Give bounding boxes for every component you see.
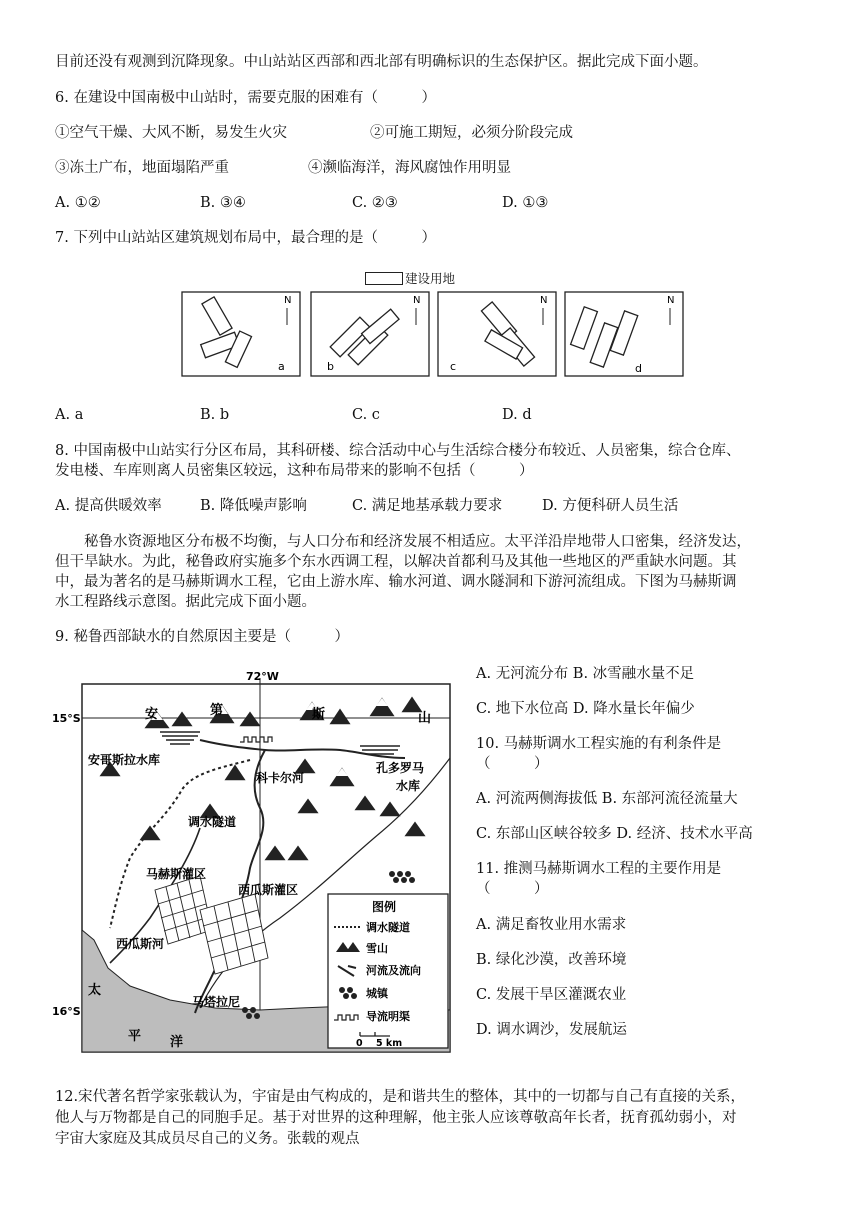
map-label-reservoir-e2: 水库 [396,779,421,793]
q7-panel-b [311,292,429,376]
q7-option-c[interactable]: C. c [352,407,380,423]
q10-stem: 10. 马赫斯调水工程实施的有利条件是 [476,736,722,752]
q12-line3: 宇宙大家庭及其成员尽自己的义务。张载的观点 [55,1131,360,1147]
q6-option-c[interactable]: C. ②③ [352,195,398,211]
q7-panel-c [438,292,556,376]
q7-north-c: N [540,295,548,306]
q7-option-d[interactable]: D. d [502,407,532,423]
q8-option-c[interactable]: C. 满足地基承载力要求 [352,498,503,514]
q7-panel-label-c: c [450,360,457,373]
q7-panel-a [182,292,300,376]
map-label-tunnel: 调水隧道 [188,815,237,829]
q7-panel-d [565,292,683,376]
q7-option-a[interactable]: A. a [55,407,84,423]
q10-option-cd[interactable]: C. 东部山区峡谷较多 D. 经济、技术水平高 [476,826,753,842]
map-label-matarani: 马塔拉尼 [192,995,241,1009]
q11-option-b[interactable]: B. 绿化沙漠，改善环境 [476,952,627,968]
q7-panel-label-d: d [635,362,642,375]
map-legend-town: 城镇 [366,987,388,1000]
q8-stem-line1: 8. 中国南极中山站实行分区布局，其科研楼、综合活动中心与生活综合楼分布较近、人员密集，综合仓库、 [55,443,741,459]
map-ocean-2: 平 [128,1029,142,1044]
q9-stem: 9. 秘鲁西部缺水的自然原因主要是（ ） [55,629,349,645]
passage2-line1: 秘鲁水资源地区分布极不均衡，与人口分布和经济发展不相适应。太平洋沿岸地带人口密集，经济发达， [55,534,751,550]
map-label-siguas-irr: 西瓜斯灌区 [238,883,299,897]
map-ocean-3: 洋 [170,1035,184,1050]
map-legend-tunnel: 调水隧道 [366,921,410,934]
q6-statement-3: ③冻土广布，地面塌陷严重 [55,160,229,176]
map-label-reservoir-e1: 孔多罗马 [376,761,425,775]
majes-map [50,668,462,1060]
q12-line2: 他人与万物都是自己的同胞手足。基于对世界的这种理解，他主张人应该尊敬高年长者，抚育孤幼弱小，对 [55,1110,737,1126]
q7-north-b: N [413,295,421,306]
map-legend-river: 河流及流向 [366,964,421,977]
q9-option-ab[interactable]: A. 无河流分布 B. 冰雪融水量不足 [476,666,695,682]
map-lat-top: 15°S [52,712,81,725]
q7-legend-label: 建设用地 [405,271,456,286]
map-scale-0: 0 [356,1038,363,1049]
passage2-line3: 中，最为著名的是马赫斯调水工程，它由上游水库、输水河道、调水隧洞和下游河流组成。下图为马赫斯调 [55,574,737,590]
map-lat-bottom: 16°S [52,1005,81,1018]
map-legend-snow: 雪山 [366,942,388,955]
q10-answer-paren: （ ） [476,756,549,772]
map-legend [328,894,448,1049]
q7-north-a: N [284,295,292,306]
q11-option-c[interactable]: C. 发展干旱区灌溉农业 [476,987,627,1003]
q6-option-d[interactable]: D. ①③ [502,195,549,211]
q8-option-d[interactable]: D. 方便科研人员生活 [542,498,679,514]
map-label-kokar: 科卡尔河 [256,771,305,785]
q7-option-b[interactable]: B. b [200,407,230,423]
map-legend-channel: 导流明渠 [366,1010,410,1023]
map-label-siguas-river: 西瓜斯河 [116,937,165,951]
map-andes-3: 斯 [312,707,326,722]
q7-legend-swatch [365,272,403,285]
map-label-majes: 马赫斯灌区 [146,867,207,881]
q9-option-cd[interactable]: C. 地下水位高 D. 降水量长年偏少 [476,701,695,717]
q6-option-a[interactable]: A. ①② [55,195,101,211]
q6-stem: 6. 在建设中国南极中山站时，需要克服的困难有（ ） [55,90,436,106]
map-ocean-1: 太 [88,983,102,998]
passage2-line2: 但干旱缺水。为此，秘鲁政府实施多个东水西调工程，以解决首都利马及其他一些地区的严重缺水问题。其 [55,554,737,570]
q8-option-b[interactable]: B. 降低噪声影响 [200,498,307,514]
passage2-line4: 水工程路线示意图。据此完成下面小题。 [55,594,316,610]
map-andes-2: 第 [210,703,224,718]
map-andes-4: 山 [418,711,432,726]
q6-statement-1: ①空气干燥、大风不断，易发生火灾 [55,125,287,141]
q10-option-ab[interactable]: A. 河流两侧海拔低 B. 东部河流径流量大 [476,791,738,807]
q11-answer-paren: （ ） [476,881,549,897]
q12-line1: 12.宋代著名哲学家张载认为，宇宙是由气构成的，是和谐共生的整体，其中的一切都与自己有直接的关系， [55,1089,746,1105]
q11-stem: 11. 推测马赫斯调水工程的主要作用是 [476,861,722,877]
q7-stem: 7. 下列中山站站区建筑规划布局中，最合理的是（ ） [55,230,436,246]
q11-option-d[interactable]: D. 调水调沙，发展航运 [476,1022,627,1038]
q7-layout-figure [180,290,685,380]
map-lon-label: 72°W [246,670,279,683]
q6-statement-4: ④濒临海洋，海风腐蚀作用明显 [308,160,511,176]
q11-option-a[interactable]: A. 满足畜牧业用水需求 [476,917,627,933]
q7-panel-label-b: b [327,360,334,373]
q8-stem-line2: 发电楼、车库则离人员密集区较远，这种布局带来的影响不包括（ ） [55,463,534,479]
map-legend-title: 图例 [372,900,397,914]
map-andes-1: 安 [145,707,159,722]
q6-option-b[interactable]: B. ③④ [200,195,246,211]
map-label-reservoir-w: 安哥斯拉水库 [88,753,161,767]
q7-north-d: N [667,295,675,306]
q6-statement-2: ②可施工期短，必须分阶段完成 [370,125,573,141]
q8-option-a[interactable]: A. 提高供暖效率 [55,498,162,514]
intro-tail: 目前还没有观测到沉降现象。中山站站区西部和西北部有明确标识的生态保护区。据此完成下面小题。 [55,54,708,70]
map-scale-5: 5 km [376,1038,403,1049]
q7-panel-label-a: a [278,360,285,373]
